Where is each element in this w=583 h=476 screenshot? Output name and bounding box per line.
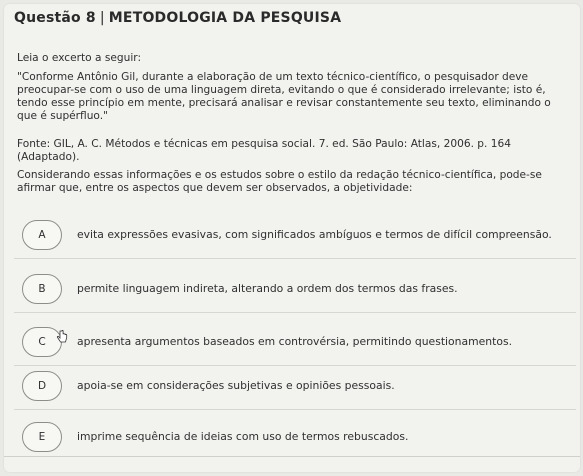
option-e[interactable] — [14, 414, 576, 460]
option-c[interactable] — [14, 319, 576, 366]
option-b-letter[interactable]: B — [22, 274, 62, 304]
option-a-text: evita expressões evasivas, com significados ambíguos e termos de difícil compreensão. — [77, 228, 552, 241]
option-d-text: apoia-se em considerações subjetivas e opiniões pessoais. — [77, 379, 395, 392]
question-header — [14, 10, 341, 26]
source-line-2: (Adaptado). — [17, 151, 80, 163]
option-e-text: imprime sequência de ideias com uso de termos rebuscados. — [77, 430, 409, 443]
question-topic: METODOLOGIA DA PESQUISA — [108, 10, 342, 26]
option-a[interactable] — [14, 212, 576, 259]
option-d[interactable] — [14, 363, 576, 410]
option-e-letter[interactable]: E — [22, 422, 62, 452]
divider — [4, 456, 580, 457]
option-b-text: permite linguagem indireta, alterando a ordem dos termos das frases. — [77, 282, 458, 295]
option-d-letter[interactable]: D — [22, 371, 62, 401]
question-prompt: Considerando essas informações e os estudos sobre o estilo da redação técnico-científica, pode-se afirmar que, entre os aspectos que devem ser observados, a objetividade: — [17, 169, 542, 194]
option-c-letter-label: C — [38, 336, 46, 348]
hand-cursor-icon — [56, 330, 68, 344]
question-number: Questão 8 — [14, 10, 96, 26]
option-b[interactable] — [14, 266, 576, 313]
source-citation — [17, 138, 573, 164]
intro-text: Leia o excerto a seguir: — [17, 52, 142, 64]
quote-text: "Conforme Antônio Gil, durante a elaboração de um texto técnico-científico, o pesquisador deve preocupar-se com o uso de uma linguagem direta, evitando o que é considerado irrelevante; isto é, tendo esse princípio em mente, precisará analisar e revisar constantemente seu texto, eliminando o que é supérfluo." — [17, 71, 551, 122]
source-line-1: Fonte: GIL, A. C. Métodos e técnicas em pesquisa social. 7. ed. São Paulo: Atlas, 2006. p. 164 — [17, 138, 511, 150]
option-a-letter[interactable]: A — [22, 220, 62, 250]
header-separator: | — [99, 10, 105, 26]
option-c-text: apresenta argumentos baseados em controvérsia, permitindo questionamentos. — [77, 335, 513, 348]
option-c-letter[interactable] — [22, 327, 62, 357]
